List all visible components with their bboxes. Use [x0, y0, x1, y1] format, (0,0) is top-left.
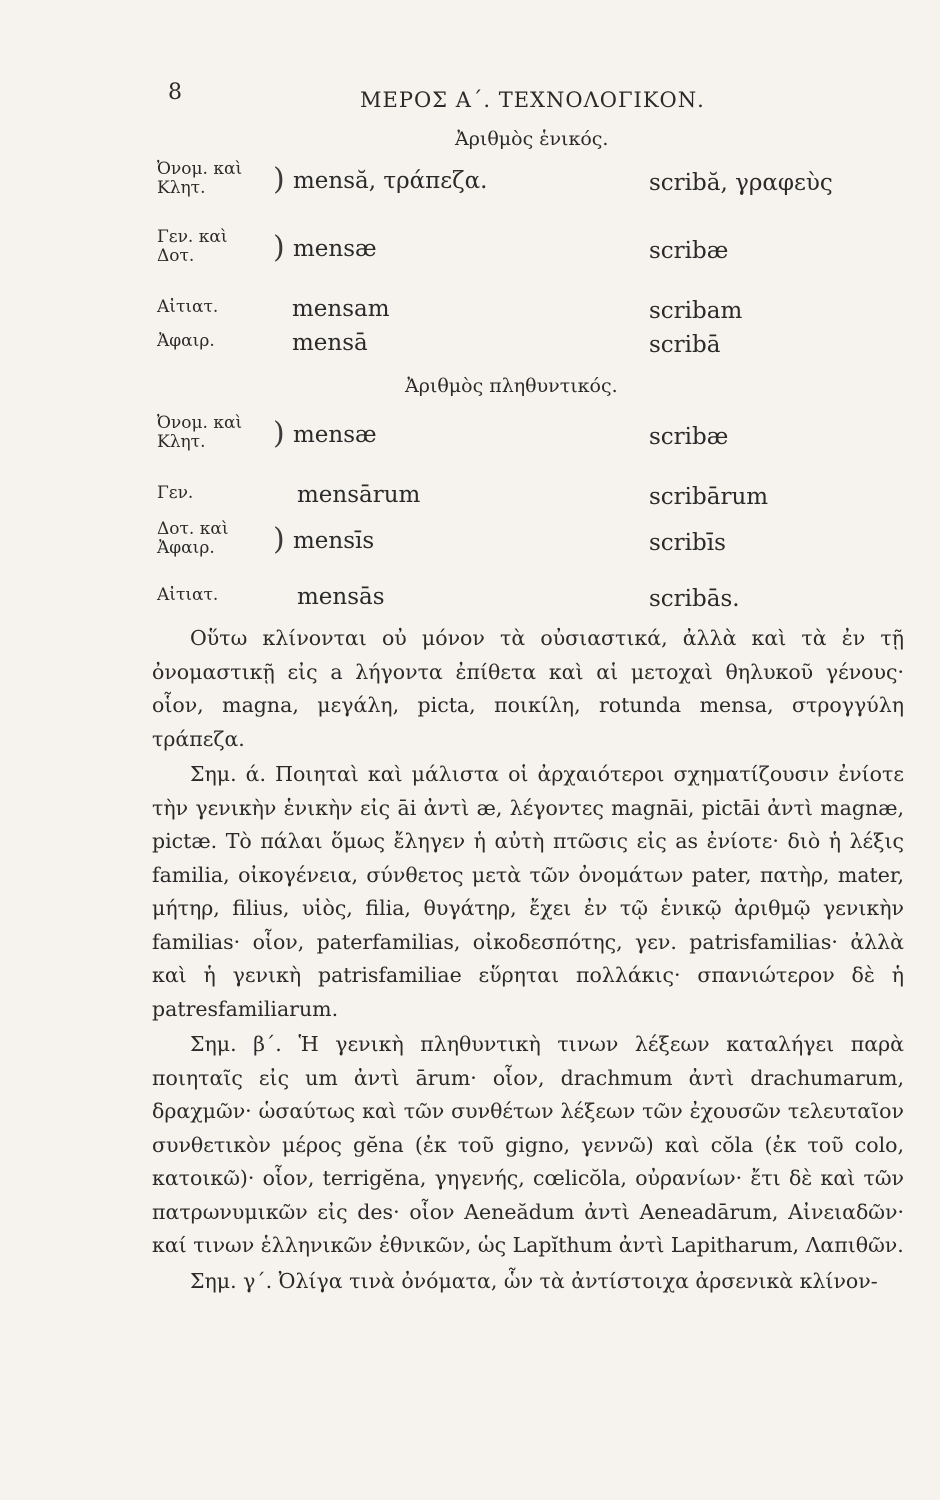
first-declension-form: mensārum: [297, 482, 421, 508]
singular-title: Ἀριθμὸς ἑνικός.: [455, 128, 609, 150]
scriba-form: scribās.: [649, 586, 740, 612]
declension-row: [157, 228, 877, 282]
first-declension-form: mensās: [297, 584, 385, 610]
page-number: 8: [168, 80, 182, 105]
note-paragraph: Σημ. β΄. Ἡ γενικὴ πληθυντικὴ τινων λέξεων καταλήγει παρὰ ποιηταῖς εἰς um ἀντὶ ārum· οἷον, drachmum ἀντὶ drachumarum, δραχμῶν· ὡσαύτως καὶ τῶν συνθέτων λέξεων τῶν ἐχουσῶν τελευταῖον συνθετικὸν μέρος gĕna (ἐκ τοῦ gigno, γεννῶ) καὶ cŏla (ἐκ τοῦ colo, κατοικῶ)· οἷον, terrigĕna, γηγενής, cœlicŏla, οὐρανίων· ἔτι δὲ καὶ τῶν πατρωνυμικῶν εἰς des· οἷον Aeneădum ἀντὶ Aeneadārum, Αἰνειαδῶν· καί τινων ἑλληνικῶν ἐθνικῶν, ὡς Lapĭthum ἀντὶ Lapitharum, Λαπιθῶν.: [152, 1032, 904, 1257]
first-declension-form: mensā: [292, 330, 368, 356]
case-label: Γεν.: [157, 483, 194, 503]
first-declension-form: mensæ: [293, 236, 377, 262]
brace: ): [273, 416, 285, 451]
scriba-form: scribam: [649, 298, 743, 324]
note-paragraph: Σημ. ά. Ποιηταὶ καὶ μάλιστα οἱ ἀρχαιότεροι σχηματίζουσιν ἐνίοτε τὴν γενικὴν ἑνικὴν εἰς āi ἀντὶ æ, λέγοντες magnāi, pictāi ἀντὶ magnæ, pictæ. Τὸ πάλαι ὅμως ἔληγεν ἡ αὐτὴ πτῶσις εἰς as ἐνίοτε· διὸ ἡ λέξις familia, οἰκογένεια, σύνθετος μετὰ τῶν ὀνομάτων pater, πατὴρ, mater, μήτηρ, filius, υἱὸς, filia, θυγάτηρ, ἔχει ἐν τῷ ἑνικῷ ἀριθμῷ γενικὴν familias· οἷον, paterfamilias, οἰκοδεσπότης, γεν. patrisfamilias· ἀλλὰ καὶ ἡ γενικὴ patrisfamiliae εὕρηται πολλάκις· σπανιώτερον δὲ ἡ patresfamiliarum.: [152, 762, 904, 1021]
brace: ): [273, 162, 285, 197]
scriba-form: scribārum: [649, 484, 769, 510]
plural-title: Ἀριθμὸς πληθυντικός.: [405, 375, 618, 397]
case-label: Ὀνομ. καὶ Κλητ.: [157, 159, 243, 198]
case-label: Αἰτιατ.: [157, 585, 219, 605]
first-declension-form: mensam: [292, 296, 390, 322]
declension-row: [157, 322, 877, 376]
first-declension-form: mensæ: [293, 422, 377, 448]
brace: ): [273, 522, 285, 557]
paragraph: Οὕτω κλίνονται οὐ μόνον τὰ οὐσιαστικά, ἀλλὰ καὶ τὰ ἐν τῇ ὀνομαστικῇ εἰς a λήγοντα ἐπίθετα καὶ αἱ μετοχαὶ θηλυκοῦ γένους· οἷον, magna, μεγάλη, picta, ποικίλη, rotunda mensa, στρογγύλη τράπεζα.: [152, 626, 904, 751]
case-label: Αἰτιατ.: [157, 297, 219, 317]
scriba-form: scribæ: [649, 424, 729, 450]
case-label: Γεν. καὶ Δοτ.: [157, 227, 228, 266]
case-label: Ἀφαιρ.: [157, 331, 215, 351]
brace: ): [273, 230, 285, 265]
declension-row: [157, 160, 877, 214]
declension-row: [157, 520, 877, 574]
case-label: Ὀνομ. καὶ Κλητ.: [157, 413, 243, 452]
body-text: [152, 622, 904, 1298]
scriba-form: scribīs: [649, 530, 726, 556]
declension-row: [157, 414, 877, 468]
first-declension-form: mensă, τράπεζα.: [293, 168, 488, 194]
scriba-form: scribā: [649, 332, 721, 358]
case-label: Δοτ. καὶ Ἀφαιρ.: [157, 519, 229, 558]
scriba-form: scribă, γραφεὺς: [649, 170, 833, 196]
running-head: ΜΕΡΟΣ Α΄. ΤΕΧΝΟΛΟΓΙΚΟΝ.: [360, 88, 705, 112]
first-declension-form: mensīs: [293, 528, 375, 554]
note-paragraph: Σημ. γ΄. Ὀλίγα τινὰ ὀνόματα, ὧν τὰ ἀντίστοιχα ἀρσενικὰ κλίνον-: [190, 1268, 878, 1293]
scriba-form: scribæ: [649, 238, 729, 264]
